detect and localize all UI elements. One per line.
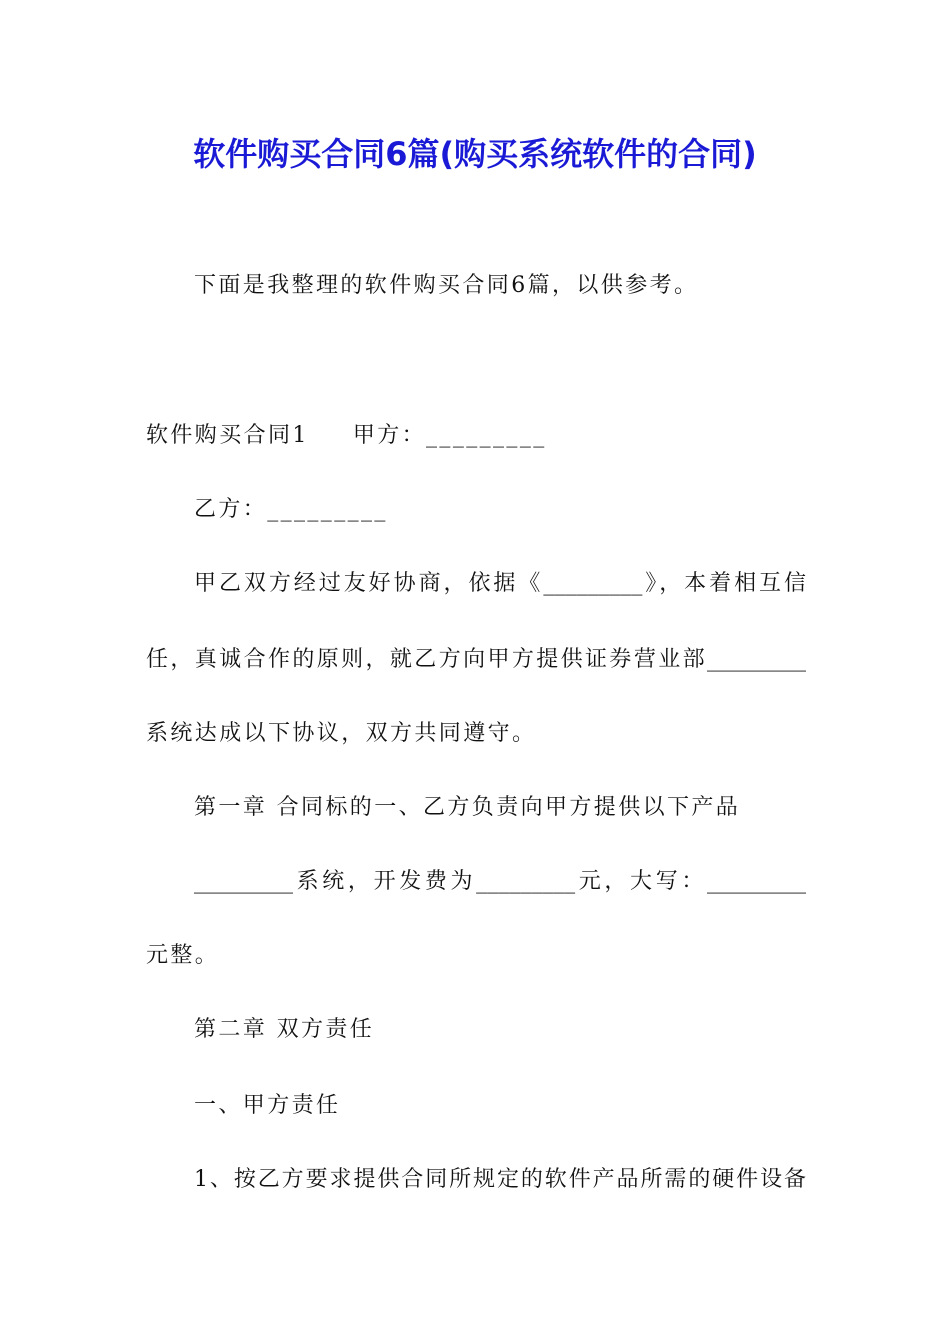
agreement-paragraph-line-3: 系统达成以下协议，双方共同遵守。 (146, 721, 537, 746)
item-one-line: 1、按乙方要求提供合同所规定的软件产品所需的硬件设备 (194, 1167, 806, 1192)
intro-paragraph: 下面是我整理的软件购买合同6篇，以供参考。 (194, 273, 699, 298)
party-b-line: 乙方：_________ (194, 497, 388, 522)
chapter-one-heading: 第一章 合同标的一、乙方负责向甲方提供以下产品 (194, 795, 741, 820)
party-a-line: 甲方：_________ (352, 423, 547, 448)
agreement-paragraph-line-2: 任，真诚合作的原则，就乙方向甲方提供证券营业部_________ (146, 647, 806, 672)
agreement-paragraph-line-1: 甲乙双方经过友好协商，依据《_________》，本着相互信 (194, 571, 806, 596)
document-title: 软件购买合同6篇(购买系统软件的合同) (193, 135, 757, 173)
section-one-heading: 一、甲方责任 (194, 1093, 341, 1118)
chapter-two-heading: 第二章 双方责任 (194, 1017, 375, 1042)
contract-heading: 软件购买合同1 (146, 423, 309, 448)
product-line-1: _________系统，开发费为_________元，大写：_________ (194, 869, 806, 894)
product-line-2: 元整。 (146, 943, 220, 968)
contract-heading-line (146, 420, 547, 452)
